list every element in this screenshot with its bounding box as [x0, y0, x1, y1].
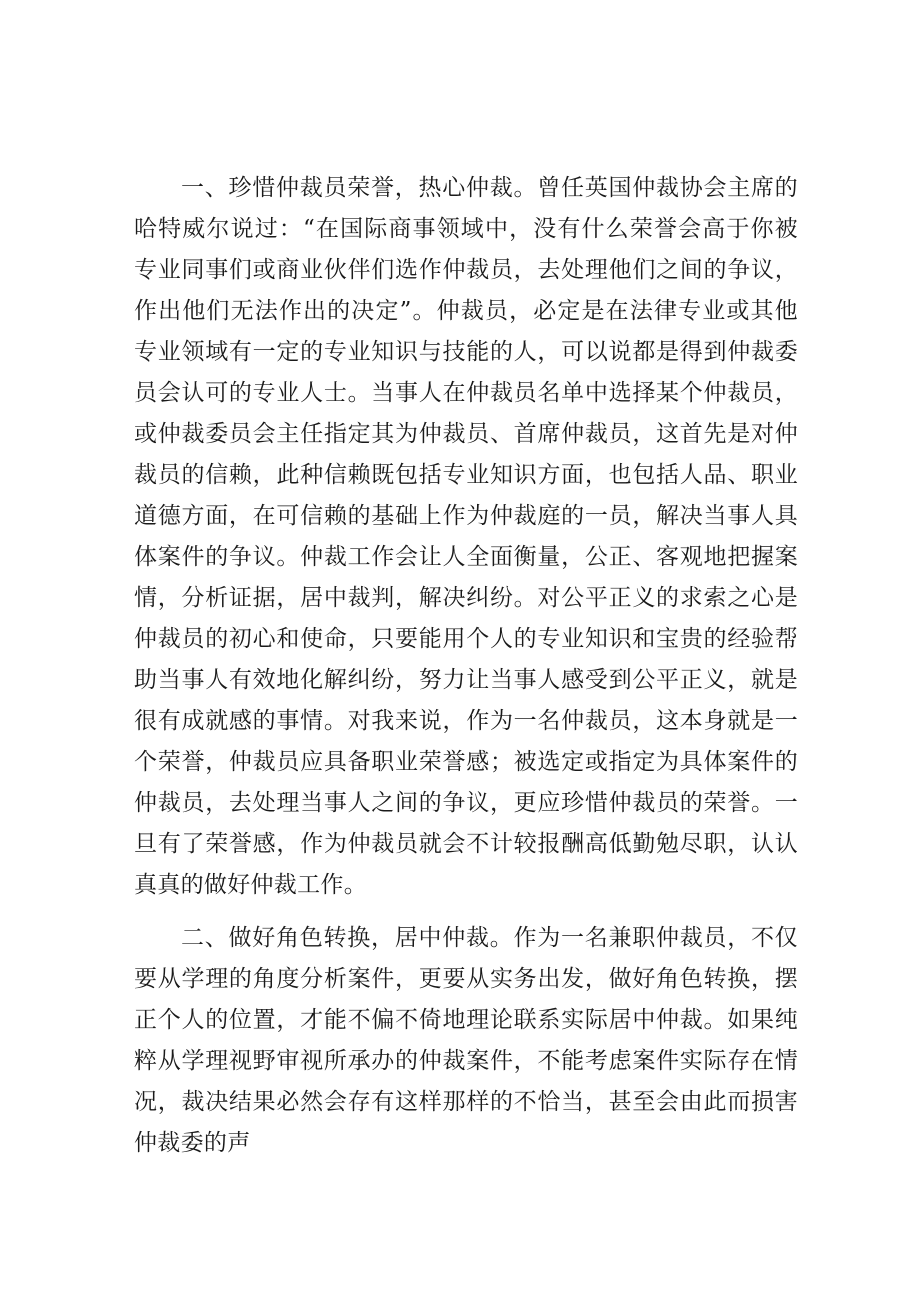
- paragraph-1: 一、珍惜仲裁员荣誉，热心仲裁。曾任英国仲裁协会主席的哈特威尔说过：“在国际商事领域中，没有什么荣誉会高于你被专业同事们或商业伙伴们选作仲裁员，去处理他们之间的争议，作出他们无法作出的决定”。仲裁员，必定是在法律专业或其他专业领域有一定的专业知识与技能的人，可以说都是得到仲裁委员会认可的专业人士。当事人在仲裁员名单中选择某个仲裁员，或仲裁委员会主任指定其为仲裁员、首席仲裁员，这首先是对仲裁员的信赖，此种信赖既包括专业知识方面，也包括人品、职业道德方面，在可信赖的基础上作为仲裁庭的一员，解决当事人具体案件的争议。仲裁工作会让人全面衡量，公正、客观地把握案情，分析证据，居中裁判，解决纠纷。对公平正义的求索之心是仲裁员的初心和使命，只要能用个人的专业知识和宝贵的经验帮助当事人有效地化解纠纷，努力让当事人感受到公平正义，就是很有成就感的事情。对我来说，作为一名仲裁员，这本身就是一个荣誉，仲裁员应具备职业荣誉感；被选定或指定为具体案件的仲裁员，去处理当事人之间的争议，更应珍惜仲裁员的荣誉。一旦有了荣誉感，作为仲裁员就会不计较报酬高低勤勉尽职，认认真真的做好仲裁工作。: [134, 175, 798, 898]
- document-body: [134, 168, 798, 1164]
- paragraph-2: 二、做好角色转换，居中仲裁。作为一名兼职仲裁员，不仅要从学理的角度分析案件，更要从实务出发，做好角色转换，摆正个人的位置，才能不偏不倚地理论联系实际居中仲裁。如果纯粹从学理视野审视所承办的仲裁案件，不能考虑案件实际存在情况，裁决结果必然会存有这样那样的不恰当，甚至会由此而损害仲裁委的声: [134, 925, 798, 1156]
